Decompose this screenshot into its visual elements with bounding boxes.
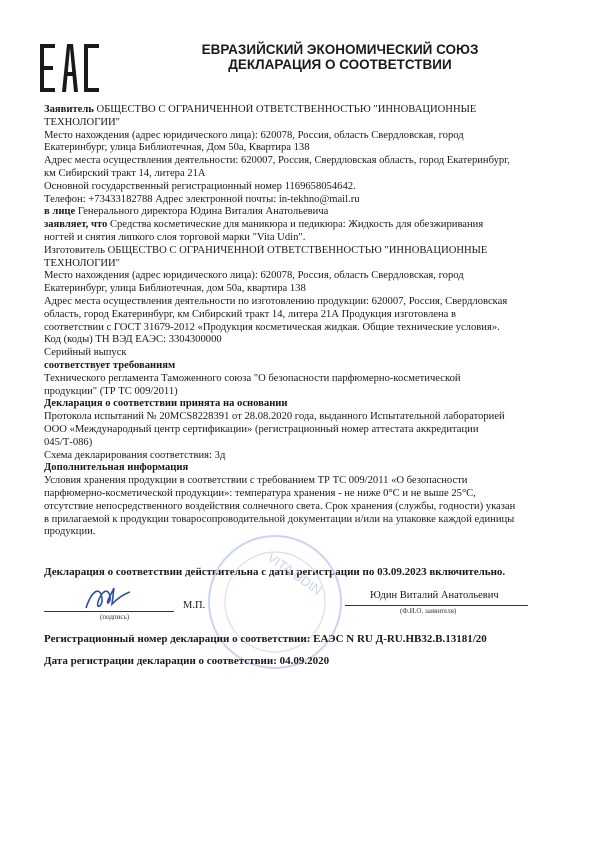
- additional-line-3: отсутствие непосредственного воздействия солнечного света. Срок хранения (службы, годности) указан: [44, 500, 516, 512]
- eac-logo: [39, 42, 101, 94]
- applicant-line: Заявитель ОБЩЕСТВО С ОГРАНИЧЕННОЙ ОТВЕТСТВЕННОСТЬЮ "ИННОВАЦИОННЫЕ: [44, 104, 477, 115]
- serial-release: Серийный выпуск: [44, 347, 127, 359]
- applicant-address-2: Екатеринбург, улица Библиотечная, Дом 50а, Квартира 138: [44, 142, 310, 154]
- applicant-person: в лице Генерального директора Юдина Виталия Анатольевича: [44, 206, 329, 218]
- manufacturer-production-3: соответствии с ГОСТ 31679-2012 «Продукция косметическая жидкая. Общие технические условия».: [44, 321, 500, 333]
- basis-line-3: 045/Т-086): [44, 436, 93, 448]
- registration-date: Дата регистрации декларации о соответствии: 04.09.2020: [44, 655, 330, 667]
- manufacturer-line: Изготовитель ОБЩЕСТВО С ОГРАНИЧЕННОЙ ОТВЕТСТВЕННОСТЬЮ "ИННОВАЦИОННЫЕ: [44, 244, 488, 256]
- conforms-heading: соответствует требованиям: [44, 359, 176, 371]
- conforms-line: Технического регламента Таможенного союза "О безопасности парфюмерно-косметической: [44, 372, 461, 384]
- union-title: ЕВРАЗИЙСКИЙ ЭКОНОМИЧЕСКИЙ СОЮЗ: [201, 42, 479, 57]
- manufacturer-line-2: ТЕХНОЛОГИИ": [44, 257, 120, 269]
- tnved-code: Код (коды) ТН ВЭД ЕАЭС: 3304300000: [44, 334, 222, 346]
- additional-line-2: парфюмерно-косметической продукции»: температура хранения - не ниже 0°С и не выше 25°С,: [44, 487, 476, 499]
- validity-statement: Декларация о соответствии действительна с даты регистрации по 03.09.2023 включительно.: [44, 566, 506, 578]
- manufacturer-production: Адрес места осуществления деятельности по изготовлению продукции: 620007, Россия, Свердловская: [44, 295, 508, 307]
- svg-text:VITA UDIN: VITA UDIN: [264, 549, 325, 598]
- basis-heading: Декларация о соответствии принята на основании: [44, 398, 288, 410]
- seal-placeholder: М.П.: [183, 600, 206, 611]
- manufacturer-production-2: область, город Екатеринбург, км Сибирский тракт 14, литера 21А Продукция изготовлена в: [44, 308, 457, 320]
- additional-heading: Дополнительная информация: [44, 462, 189, 474]
- applicant-ogrn: Основной государственный регистрационный номер 1169658054642.: [44, 180, 356, 192]
- manufacturer-address: Место нахождения (адрес юридического лица): 620078, Россия, область Свердловская, город: [44, 270, 464, 282]
- basis-line: Протокола испытаний № 20MCS8228391 от 28.08.2020 года, выданного Испытательной лабораторией: [44, 411, 505, 423]
- declares-line-2: ногтей и снятия липкого слоя торговой марки "Vita Udin".: [44, 231, 306, 243]
- declaration-title: ДЕКЛАРАЦИЯ О СООТВЕТСТВИИ: [228, 57, 452, 72]
- signer-name: Юдин Виталий Анатольевич: [370, 590, 499, 601]
- basis-line-2: ООО «Международный центр сертификации» (регистрационный номер аттестата аккредитации: [44, 423, 479, 435]
- name-caption: (Ф.И.О. заявителя): [400, 607, 457, 615]
- applicant-contacts: Телефон: +73433182788 Адрес электронной почты: in-tekhno@mail.ru: [44, 193, 360, 205]
- declaration-body: [44, 104, 559, 539]
- signature-caption: (подпись): [100, 613, 130, 621]
- declaration-scheme: Схема декларирования соответствия: 3д: [44, 449, 226, 461]
- manufacturer-address-2: Екатеринбург, улица Библиотечная, дом 50а, квартира 138: [44, 283, 306, 295]
- additional-line-4: в прилагаемой к продукции товаросопроводительной документации и/или на упаковке каждой единицы: [44, 513, 515, 525]
- company-stamp: [205, 532, 345, 672]
- name-line: [345, 605, 528, 606]
- applicant-activity-2: км Сибирский тракт 14, литера 21А: [44, 167, 206, 179]
- applicant-address: Место нахождения (адрес юридического лица): 620078, Россия, область Свердловская, город: [44, 129, 464, 141]
- applicant-line-2: ТЕХНОЛОГИИ": [44, 116, 120, 128]
- signature-line: [44, 611, 174, 612]
- conforms-line-2: продукции" (ТР ТС 009/2011): [44, 385, 178, 397]
- additional-line-5: продукции.: [44, 526, 96, 538]
- additional-line: Условия хранения продукции в соответствии с требованием ТР ТС 009/2011 «О безопасности: [44, 475, 468, 487]
- declares-line: заявляет, что Средства косметические для маникюра и педикюра: Жидкость для обезжиривания: [44, 219, 484, 231]
- applicant-activity: Адрес места осуществления деятельности: 620007, Россия, Свердловская область, город Екатеринбург,: [44, 155, 510, 167]
- registration-number: Регистрационный номер декларации о соответствии: ЕАЭС N RU Д-RU.НВ32.В.13181/20: [44, 633, 487, 645]
- document-header: [150, 42, 530, 72]
